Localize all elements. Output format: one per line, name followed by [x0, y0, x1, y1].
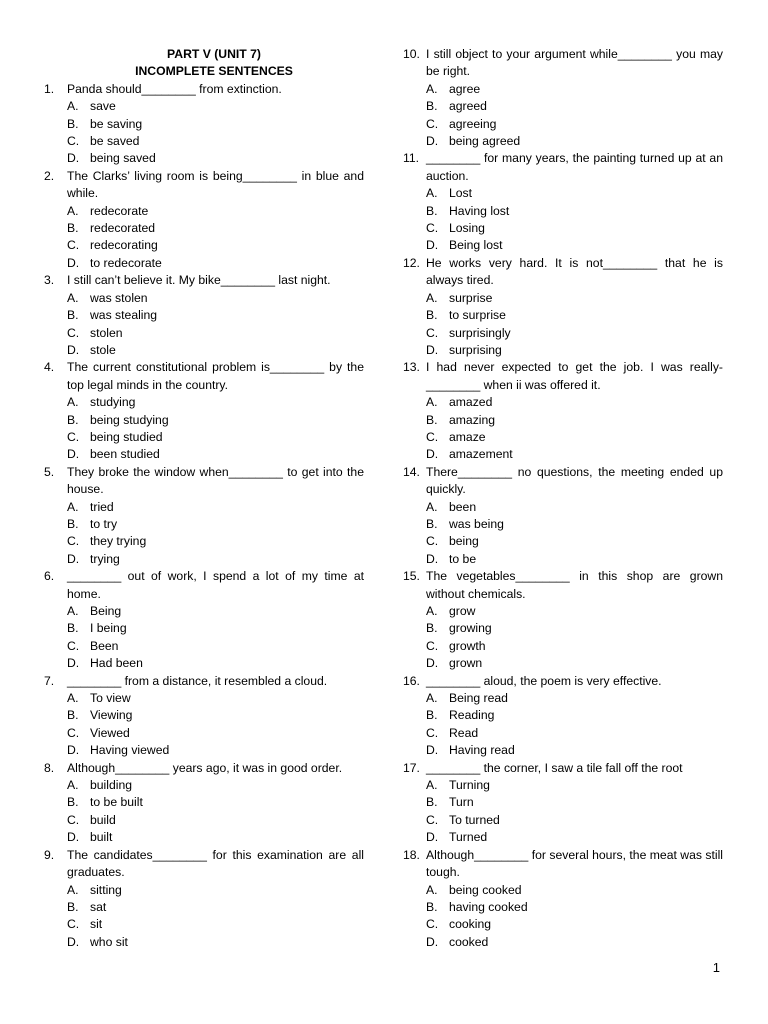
option-letter: A. [67, 499, 79, 514]
answer-option [403, 342, 723, 359]
question-number: 9. [44, 847, 55, 862]
option-text: surprising [449, 342, 502, 357]
option-text: having cooked [449, 899, 528, 914]
option-letter: B. [426, 516, 438, 531]
question-stem [403, 568, 723, 603]
question-text: The current constitutional problem is________ by the top legal minds in the country. [67, 360, 364, 392]
question-number: 2. [44, 168, 55, 183]
option-letter: C. [426, 812, 439, 827]
answer-option [403, 690, 723, 707]
option-letter: C. [67, 325, 80, 340]
option-text: To view [90, 691, 131, 706]
answer-option [44, 603, 364, 620]
option-text: sitting [90, 882, 122, 897]
question-stem [44, 847, 364, 882]
option-text: agree [449, 81, 481, 96]
option-letter: D. [426, 743, 439, 758]
option-letter: D. [67, 743, 80, 758]
option-letter: C. [67, 812, 80, 827]
option-text: redecorating [90, 238, 158, 253]
answer-option [403, 620, 723, 637]
option-text: tried [90, 499, 114, 514]
answer-option [403, 603, 723, 620]
question-text: ________ from a distance, it resembled a cloud. [67, 673, 328, 688]
question-item [403, 255, 723, 359]
answer-option [44, 150, 364, 167]
option-text: to try [90, 516, 118, 531]
option-letter: D. [426, 934, 439, 949]
option-letter: A. [426, 499, 438, 514]
answer-option [44, 882, 364, 899]
question-item [403, 359, 723, 463]
question-item [403, 760, 723, 847]
answer-option [403, 185, 723, 202]
option-text: being [449, 534, 479, 549]
question-item [44, 272, 364, 359]
question-item [403, 150, 723, 254]
answer-option [403, 655, 723, 672]
question-number: 12. [403, 255, 420, 270]
question-item [403, 847, 723, 951]
question-stem [44, 464, 364, 499]
option-letter: B. [426, 899, 438, 914]
option-letter: B. [67, 621, 79, 636]
option-letter: B. [67, 795, 79, 810]
option-text: being saved [90, 151, 156, 166]
question-number: 13. [403, 360, 420, 375]
question-item [403, 464, 723, 568]
answer-option [403, 394, 723, 411]
option-letter: D. [426, 134, 439, 149]
option-text: to be [449, 551, 477, 566]
question-number: 6. [44, 569, 55, 584]
answer-option [44, 794, 364, 811]
option-text: being agreed [449, 134, 521, 149]
option-letter: C. [67, 238, 80, 253]
option-text: surprise [449, 290, 493, 305]
answer-option [44, 220, 364, 237]
answer-option [44, 812, 364, 829]
question-item [403, 46, 723, 150]
option-letter: B. [67, 708, 79, 723]
question-number: 4. [44, 360, 55, 375]
option-letter: D. [67, 151, 80, 166]
option-letter: C. [67, 534, 80, 549]
answer-option [44, 916, 364, 933]
answer-option [403, 220, 723, 237]
option-text: redecorated [90, 221, 156, 236]
answer-option [44, 203, 364, 220]
option-letter: C. [67, 638, 80, 653]
option-text: was being [449, 516, 504, 531]
answer-option [403, 777, 723, 794]
right-column [403, 46, 723, 951]
option-text: cooking [449, 917, 492, 932]
answer-option [44, 133, 364, 150]
option-text: to redecorate [90, 255, 162, 270]
option-letter: C. [426, 725, 439, 740]
answer-option [403, 533, 723, 550]
answer-option [403, 812, 723, 829]
option-text: Losing [449, 221, 485, 236]
option-letter: A. [67, 203, 79, 218]
option-letter: D. [67, 447, 80, 462]
answer-option [44, 412, 364, 429]
option-letter: A. [426, 186, 438, 201]
answer-option [44, 690, 364, 707]
option-letter: D. [426, 342, 439, 357]
option-letter: B. [426, 795, 438, 810]
question-text: They broke the window when________ to get into the house. [67, 464, 364, 497]
option-letter: B. [67, 221, 79, 236]
option-letter: A. [426, 81, 438, 96]
question-number: 15. [403, 569, 420, 584]
option-letter: D. [67, 342, 80, 357]
option-text: amazement [449, 447, 513, 462]
option-text: amazing [449, 412, 496, 427]
question-text: Although________ for several hours, the meat was still tough. [426, 847, 723, 880]
answer-option [403, 707, 723, 724]
question-stem [403, 847, 723, 882]
option-text: redecorate [90, 203, 149, 218]
question-stem [403, 255, 723, 290]
option-letter: A. [67, 395, 79, 410]
answer-option [44, 620, 364, 637]
question-number: 7. [44, 673, 55, 688]
option-letter: C. [426, 221, 439, 236]
option-text: agreeing [449, 116, 497, 131]
option-text: Having lost [449, 203, 510, 218]
question-item [403, 673, 723, 760]
question-item [44, 464, 364, 568]
option-text: been studied [90, 447, 160, 462]
answer-option [403, 429, 723, 446]
answer-option [44, 307, 364, 324]
option-text: amaze [449, 429, 486, 444]
question-stem [403, 760, 723, 777]
question-stem [44, 168, 364, 203]
question-number: 1. [44, 81, 55, 96]
option-letter: C. [426, 534, 439, 549]
option-text: being studied [90, 429, 163, 444]
option-text: cooked [449, 934, 489, 949]
option-text: been [449, 499, 477, 514]
question-number: 16. [403, 673, 420, 688]
answer-option [44, 551, 364, 568]
page-number: 1 [712, 960, 720, 975]
answer-option [44, 516, 364, 533]
question-number: 3. [44, 273, 55, 288]
question-item [44, 847, 364, 951]
option-letter: B. [67, 308, 79, 323]
answer-option [44, 707, 364, 724]
option-text: sat [90, 899, 107, 914]
answer-option [403, 290, 723, 307]
question-text: ________ aloud, the poem is very effective. [426, 673, 662, 688]
option-text: Turning [449, 778, 490, 793]
option-text: Read [449, 725, 479, 740]
question-stem [44, 760, 364, 777]
question-text: I still can’t believe it. My bike________ last night. [67, 273, 331, 288]
option-letter: D. [67, 255, 80, 270]
option-text: built [90, 830, 113, 845]
part-heading: PART V (UNIT 7) [167, 47, 261, 61]
option-letter: B. [426, 412, 438, 427]
option-text: be saved [90, 134, 140, 149]
option-text: Had been [90, 656, 143, 671]
answer-option [403, 203, 723, 220]
option-letter: B. [426, 621, 438, 636]
answer-option [44, 777, 364, 794]
option-letter: A. [67, 99, 79, 114]
option-text: Being read [449, 691, 508, 706]
section-title: INCOMPLETE SENTENCES [135, 64, 293, 79]
answer-option [403, 934, 723, 951]
option-letter: D. [426, 551, 439, 566]
option-text: grown [449, 656, 483, 671]
answer-option [44, 255, 364, 272]
option-letter: C. [67, 429, 80, 444]
question-item [403, 568, 723, 672]
option-letter: D. [426, 238, 439, 253]
answer-option [403, 882, 723, 899]
answer-option [403, 325, 723, 342]
question-text: I had never expected to get the job. I was really-________ when ii was offered it. [426, 360, 723, 392]
option-text: grow [449, 604, 476, 618]
option-text: surprisingly [449, 325, 511, 340]
question-text: I still object to your argument while________ you may be right. [426, 47, 723, 79]
answer-option [403, 794, 723, 811]
option-letter: B. [67, 116, 79, 131]
answer-option [403, 551, 723, 568]
option-letter: A. [426, 395, 438, 410]
option-text: save [90, 99, 116, 114]
answer-option [44, 829, 364, 846]
question-text: The candidates________ for this examination are all graduates. [67, 847, 364, 880]
option-text: to be built [90, 795, 143, 810]
option-text: to surprise [449, 308, 506, 323]
option-letter: D. [67, 551, 80, 566]
option-letter: B. [426, 708, 438, 723]
question-text: ________ for many years, the painting turned up at an auction. [426, 151, 723, 183]
option-text: I being [90, 621, 127, 636]
option-text: Been [90, 638, 119, 653]
answer-option [44, 934, 364, 951]
question-number: 11. [403, 151, 420, 166]
option-text: sit [90, 917, 103, 932]
option-text: Being lost [449, 238, 503, 253]
answer-option [403, 516, 723, 533]
answer-option [44, 446, 364, 463]
option-letter: C. [426, 429, 439, 444]
option-text: they trying [90, 534, 147, 549]
answer-option [403, 446, 723, 463]
option-text: build [90, 812, 116, 827]
option-text: growth [449, 638, 486, 653]
question-number: 10. [403, 47, 420, 61]
answer-option [403, 307, 723, 324]
question-text: The vegetables________ in this shop are grown without chemicals. [426, 569, 723, 601]
option-letter: D. [426, 656, 439, 671]
option-letter: D. [67, 830, 80, 845]
question-stem [44, 272, 364, 289]
question-number: 14. [403, 464, 420, 479]
answer-option [403, 499, 723, 516]
option-letter: A. [426, 882, 438, 897]
answer-option [403, 81, 723, 98]
answer-option [44, 429, 364, 446]
question-stem [44, 81, 364, 98]
question-item [44, 359, 364, 463]
answer-option [44, 342, 364, 359]
answer-option [44, 290, 364, 307]
question-text: ________ the corner, I saw a tile fall off the root [426, 760, 683, 775]
option-text: To turned [449, 812, 500, 827]
option-text: Being [90, 604, 122, 618]
question-text: ________ out of work, I spend a lot of my time at home. [67, 569, 364, 601]
question-item [44, 760, 364, 847]
option-letter: B. [426, 203, 438, 218]
answer-option [44, 98, 364, 115]
option-text: agreed [449, 99, 487, 114]
question-number: 18. [403, 847, 420, 862]
question-list-left [44, 81, 364, 951]
answer-option [403, 116, 723, 133]
option-letter: B. [67, 516, 79, 531]
option-letter: A. [67, 778, 79, 793]
answer-option [403, 237, 723, 254]
answer-option [44, 499, 364, 516]
answer-option [44, 899, 364, 916]
answer-option [44, 394, 364, 411]
answer-option [44, 725, 364, 742]
question-item [44, 673, 364, 760]
option-letter: D. [67, 934, 80, 949]
answer-option [44, 325, 364, 342]
option-text: was stolen [90, 290, 148, 305]
option-letter: B. [67, 899, 79, 914]
answer-option [403, 916, 723, 933]
answer-option [403, 638, 723, 655]
question-stem [403, 359, 723, 394]
question-text: There________ no questions, the meeting ended up quickly. [426, 464, 723, 497]
option-letter: C. [426, 116, 439, 131]
option-text: Lost [449, 186, 473, 201]
option-letter: D. [67, 656, 80, 671]
question-stem [403, 150, 723, 185]
option-letter: C. [426, 638, 439, 653]
option-text: being cooked [449, 882, 522, 897]
option-text: amazed [449, 395, 493, 410]
option-text: Turn [449, 795, 474, 810]
question-stem [403, 46, 723, 81]
option-text: Turned [449, 830, 488, 845]
question-item [44, 568, 364, 672]
option-text: was stealing [90, 308, 158, 323]
option-text: growing [449, 621, 492, 636]
answer-option [403, 742, 723, 759]
option-letter: D. [426, 830, 439, 845]
option-letter: B. [426, 308, 438, 323]
answer-option [403, 899, 723, 916]
answer-option [44, 533, 364, 550]
option-text: Having read [449, 743, 515, 758]
question-text: Panda should________ from extinction. [67, 81, 282, 96]
answer-option [44, 638, 364, 655]
question-list-right [403, 46, 723, 951]
answer-option [44, 655, 364, 672]
question-stem [403, 673, 723, 690]
option-letter: A. [426, 778, 438, 793]
answer-option [44, 237, 364, 254]
question-item [44, 168, 364, 272]
option-letter: A. [67, 604, 79, 618]
option-letter: C. [426, 325, 439, 340]
answer-option [44, 116, 364, 133]
question-number: 17. [403, 760, 420, 775]
option-letter: C. [426, 917, 439, 932]
option-text: building [90, 778, 133, 793]
question-stem [403, 464, 723, 499]
option-text: trying [90, 551, 120, 566]
option-text: who sit [90, 934, 128, 949]
option-letter: B. [67, 412, 79, 427]
option-letter: C. [67, 134, 80, 149]
answer-option [403, 133, 723, 150]
option-text: Viewed [90, 725, 130, 740]
answer-option [403, 725, 723, 742]
option-text: stolen [90, 325, 123, 340]
option-letter: A. [67, 882, 79, 897]
question-stem [44, 673, 364, 690]
option-letter: D. [426, 447, 439, 462]
option-letter: B. [426, 99, 438, 114]
option-letter: A. [426, 604, 438, 618]
option-letter: C. [67, 917, 80, 932]
option-text: being studying [90, 412, 169, 427]
option-letter: A. [426, 691, 438, 706]
question-text: Although________ years ago, it was in good order. [67, 760, 343, 775]
answer-option [403, 98, 723, 115]
option-letter: C. [67, 725, 80, 740]
option-letter: A. [426, 290, 438, 305]
option-text: stole [90, 342, 116, 357]
question-stem [44, 568, 364, 603]
question-item [44, 81, 364, 168]
answer-option [403, 412, 723, 429]
question-stem [44, 359, 364, 394]
option-text: Reading [449, 708, 495, 723]
question-number: 8. [44, 760, 55, 775]
option-letter: A. [67, 691, 79, 706]
question-text: He works very hard. It is not________ that he is always tired. [426, 255, 723, 288]
question-text: The Clarks’ living room is being________ in blue and while. [67, 168, 364, 201]
option-text: Having viewed [90, 743, 170, 758]
option-text: studying [90, 395, 136, 410]
option-text: be saving [90, 116, 143, 131]
option-text: Viewing [90, 708, 133, 723]
option-letter: A. [67, 290, 79, 305]
answer-option [44, 742, 364, 759]
question-number: 5. [44, 464, 55, 479]
answer-option [403, 829, 723, 846]
left-column [44, 46, 364, 951]
